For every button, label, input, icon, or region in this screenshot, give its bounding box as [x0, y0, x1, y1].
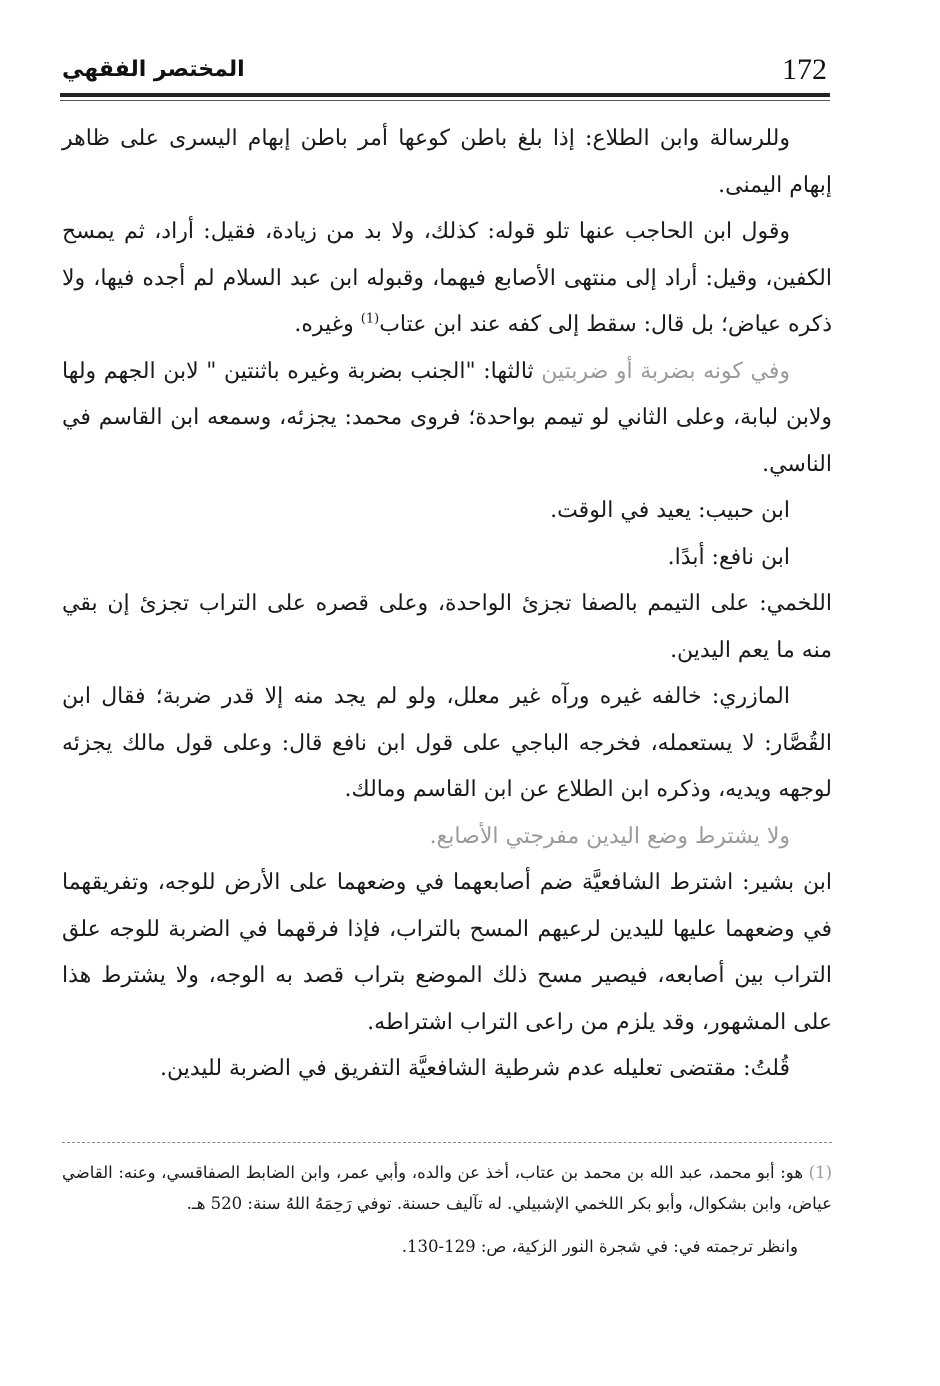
footnotes [62, 1157, 832, 1262]
paragraph-7: المازري: خالفه غيره ورآه غير معلل، ولو لم يجد منه إلا قدر ضربة؛ فقال ابن القُصَّار: لا يستعمله، فخرجه الباجي على قول ابن نافع قال: وعلى قول مالك يجزئه لوجهه ويديه، وذكره ابن الطلاع عن ابن القاسم ومالك. [62, 684, 832, 802]
paragraph-2-tail: وغيره. [294, 312, 361, 337]
page-number: 172 [782, 53, 827, 86]
running-title: المختصر الفقهي [62, 57, 245, 82]
footnote-1 [62, 1157, 832, 1219]
paragraph-8-heading: ولا يشترط وضع اليدين مفرجتي الأصابع. [429, 823, 790, 849]
header-rule-thin [60, 100, 830, 101]
paragraph-4: ابن حبيب: يعيد في الوقت. [550, 498, 790, 523]
paragraph-2-text: وقول ابن الحاجب عنها تلو قوله: كذلك، ولا بد من زيادة، فقيل: أراد، ثم يمسح الكفين، وقيل: أراد إلى منتهى الأصابع فيهما، وقبوله ابن عبد السلام لم أجده فيها، ولا ذكره عياض؛ بل قال: سقط إلى كفه عند ابن عتاب [62, 219, 832, 337]
footnote-separator [62, 1142, 832, 1143]
paragraph-2 [62, 209, 832, 349]
footnote-marker: (1) [808, 1163, 832, 1182]
page-header [60, 45, 830, 95]
paragraph-3 [62, 349, 832, 489]
paragraph-10: قُلتُ: مقتضى تعليله عدم شرطية الشافعيَّة التفريق في الضربة لليدين. [159, 1056, 790, 1081]
footnote-reference[interactable]: (1) [360, 311, 380, 327]
paragraph-5: ابن نافع: أبدًا. [667, 544, 790, 570]
paragraph-3-text: ثالثها: "الجنب بضربة وغيره باثنتين " لابن الجهم ولها ولابن لبابة، وعلى الثاني لو تيمم بواحدة؛ فروى محمد: يجزئه، وسمعه ابن القاسم في الناسي. [62, 358, 832, 477]
footnote-1-text: هو: أبو محمد، عبد الله بن محمد بن عتاب، أخذ عن والده، وأبي عمر، وابن الضابط الصفاقسي، وعنه: القاضي عياض، وابن بشكوال، وأبو بكر اللخمي الإشبيلي. له تآليف حسنة. توفي رَحِمَهُ اللهُ سنة: 520 هـ. [62, 1163, 832, 1213]
main-text [62, 116, 832, 1093]
paragraph-6: اللخمي: على التيمم بالصفا تجزئ الواحدة، وعلى قصره على التراب تجزئ إن بقي منه ما يعم اليدين. [62, 591, 832, 663]
paragraph-1: وللرسالة وابن الطلاع: إذا بلغ باطن كوعها أمر باطن إبهام اليسرى على ظاهر إبهام اليمنى. [62, 126, 832, 198]
footnote-1-reference: وانظر ترجمته في: في شجرة النور الزكية، ص: 129-130. [401, 1237, 798, 1256]
paragraph-3-faded-lead: وفي كونه بضربة أو ضربتين [533, 358, 790, 384]
header-rule [60, 93, 830, 97]
paragraph-9: ابن بشير: اشترط الشافعيَّة ضم أصابعهما في وضعهما على الأرض للوجه، وتفريقهما في وضعهما عليها لليدين لرعيهم المسح بالتراب، فإذا فرقهما في الضربة للوجه علق التراب بين أصابعه، فيصير مسح ذلك الموضع بتراب قصد به الوجه، ولا يشترط هذا على المشهور، وقد يلزم من راعى التراب اشتراطه. [62, 870, 832, 1035]
